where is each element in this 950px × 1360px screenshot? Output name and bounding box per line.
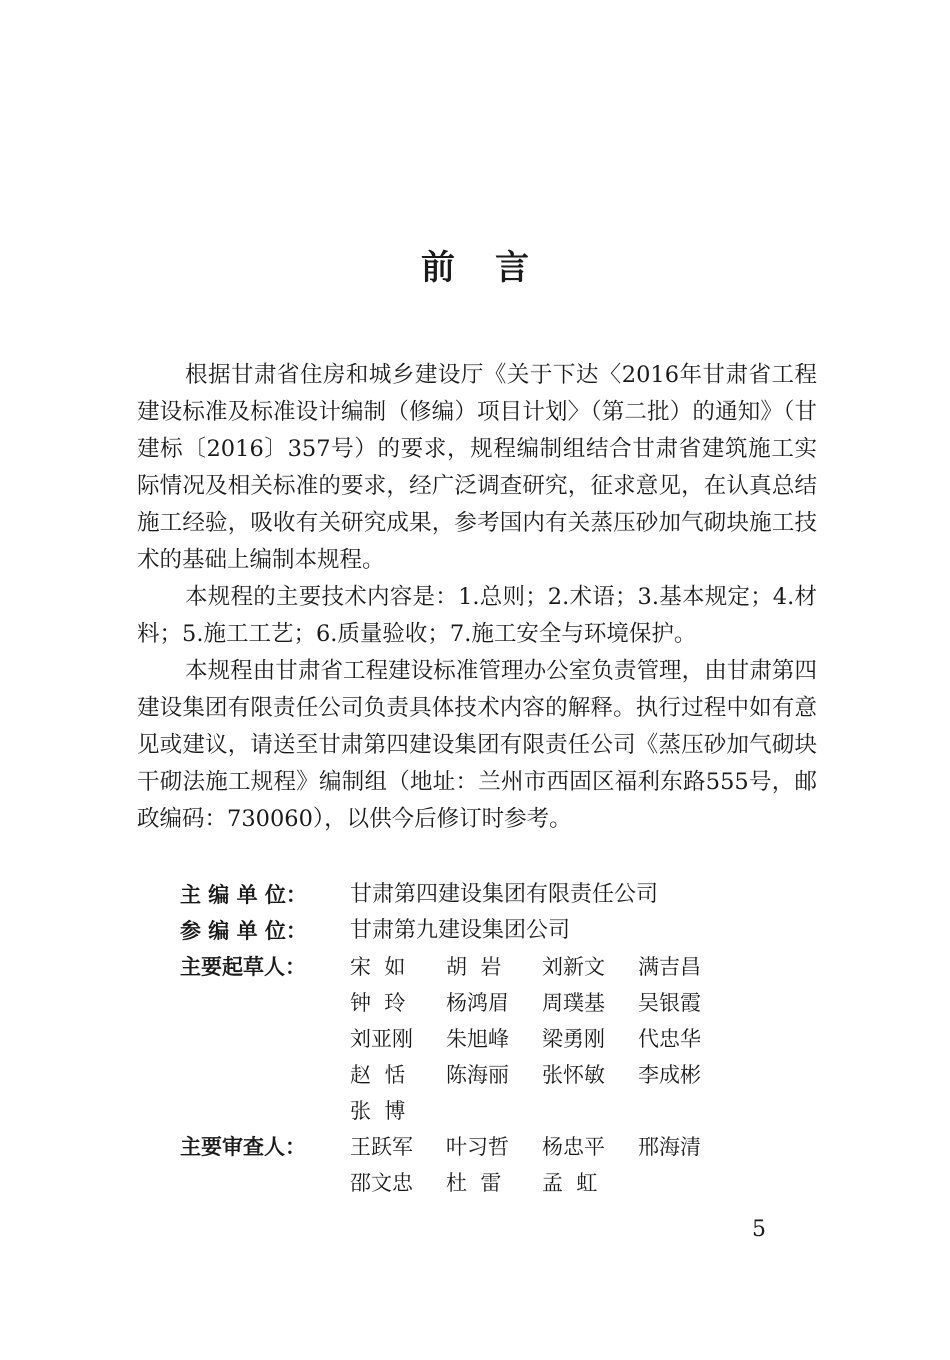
drafter-name: 梁勇刚 (542, 1027, 605, 1051)
reviewer-name: 叶习哲 (446, 1135, 509, 1159)
reviewers-row (180, 1129, 820, 1201)
chief-unit-value: 甘肃第四建设集团有限责任公司 (350, 882, 659, 907)
participating-unit-row (180, 913, 820, 949)
drafter-name: 陈海丽 (446, 1063, 509, 1087)
chief-unit-row (180, 877, 820, 913)
drafter-name: 宋 如 (350, 955, 406, 979)
drafters-row (180, 949, 820, 1129)
drafter-name: 钟 玲 (350, 991, 406, 1015)
reviewer-name: 邵文忠 (350, 1171, 413, 1195)
drafter-name: 刘新文 (542, 955, 605, 979)
reviewers-list (350, 1129, 820, 1201)
reviewer-name: 孟 虹 (542, 1171, 598, 1195)
paragraph-management: 本规程由甘肃省工程建设标准管理办公室负责管理，由甘肃第四建设集团有限责任公司负责具体技术内容的解释。执行过程中如有意见或建议，请送至甘肃第四建设集团有限责任公司《蒸压砂加气砌块干砌法施工规程》编制组（地址：兰州市西固区福利东路555号，邮政编码：730060），以供今后修订时参考。 (137, 658, 817, 832)
drafter-name: 胡 岩 (446, 955, 502, 979)
drafter-name: 杨鸿眉 (446, 991, 509, 1015)
drafter-name: 代忠华 (638, 1027, 701, 1051)
paragraph-basis: 根据甘肃省住房和城乡建设厅《关于下达〈2016年甘肃省工程建设标准及标准设计编制（修编）项目计划〉（第二批）的通知》（甘建标〔2016〕357号）的要求，规程编制组结合甘肃省建筑施工实际情况及相关标准的要求，经广泛调查研究，征求意见，在认真总结施工经验，吸收有关研究成果，参考国内有关蒸压砂加气砌块施工技术的基础上编制本规程。 (137, 362, 817, 573)
reviewer-name: 邢海清 (638, 1135, 701, 1159)
drafter-name: 满吉昌 (638, 955, 701, 979)
participating-unit-value: 甘肃第九建设集团公司 (350, 918, 571, 943)
credits-section (180, 877, 820, 1201)
drafter-name: 朱旭峰 (446, 1027, 509, 1051)
reviewer-name: 杜 雷 (446, 1171, 502, 1195)
drafter-name: 吴银霞 (638, 991, 701, 1015)
reviewers-label: 主要审查人： (180, 1135, 306, 1159)
drafter-name: 周璞基 (542, 991, 605, 1015)
chief-unit-label: 主 编 单 位： (180, 883, 307, 907)
drafter-name: 张怀敏 (542, 1063, 605, 1087)
participating-unit-label: 参 编 单 位： (180, 919, 307, 943)
page-number: 5 (752, 1217, 766, 1242)
drafter-name: 李成彬 (638, 1063, 701, 1087)
reviewer-name: 王跃军 (350, 1135, 413, 1159)
drafters-list (350, 949, 820, 1129)
drafter-name: 赵 恬 (350, 1063, 406, 1087)
drafter-name: 张 博 (350, 1099, 406, 1123)
drafter-name: 刘亚刚 (350, 1027, 413, 1051)
reviewer-name: 杨忠平 (542, 1135, 605, 1159)
foreword-body (137, 357, 817, 838)
drafters-label: 主要起草人： (180, 955, 306, 979)
paragraph-contents: 本规程的主要技术内容是：1.总则；2.术语；3.基本规定；4.材料；5.施工工艺；6.质量验收；7.施工安全与环境保护。 (137, 584, 817, 647)
page-title: 前言 (421, 248, 569, 288)
